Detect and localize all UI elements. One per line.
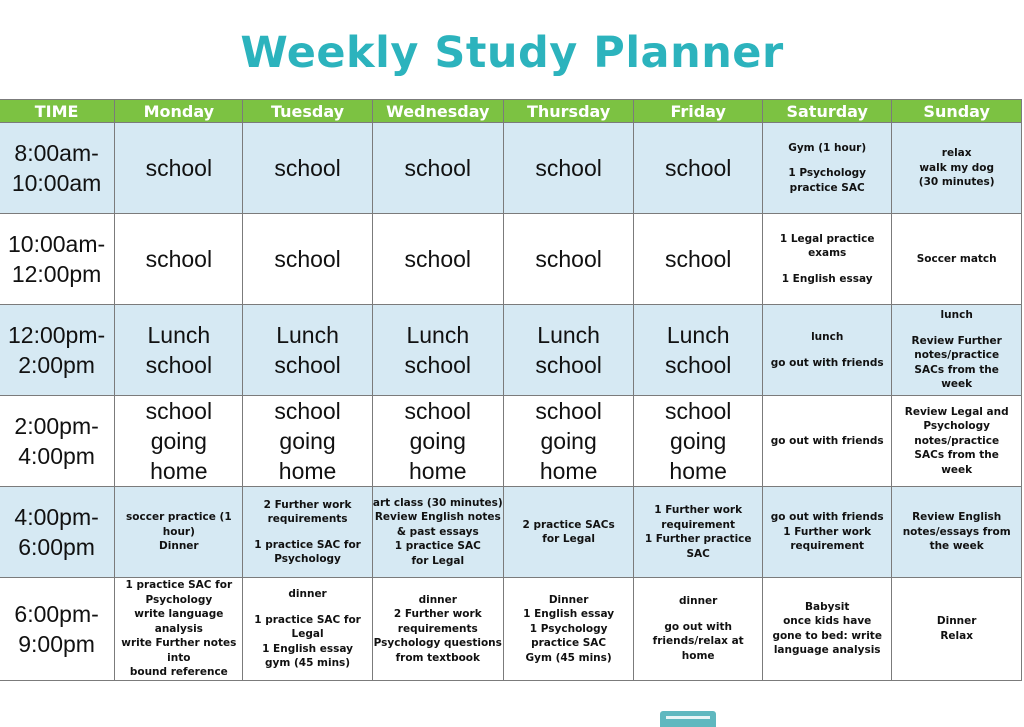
- cell-saturday: [763, 123, 892, 214]
- cell-sunday: [892, 578, 1022, 681]
- cell-thursday: [503, 123, 633, 214]
- time-cell: [0, 214, 115, 305]
- spacer: [763, 345, 891, 356]
- cell-tuesday: [243, 396, 372, 487]
- spacer: [243, 527, 371, 538]
- header-monday: Monday: [115, 100, 243, 123]
- cell-line: analysis: [154, 622, 203, 635]
- cell-line: gym (45 mins): [265, 657, 351, 669]
- cell-monday: [115, 396, 243, 487]
- cell-line: Dinner: [159, 540, 199, 553]
- time-line: 9:00pm: [18, 630, 95, 657]
- cell-line: going: [409, 428, 466, 454]
- cell-line: Gym (1 hour): [788, 141, 867, 154]
- study-planner-table: [0, 99, 1022, 681]
- cell-line: requirements: [267, 513, 348, 525]
- cell-monday: [115, 123, 243, 214]
- cell-line: school: [404, 246, 472, 272]
- cell-line: school: [145, 352, 213, 378]
- cell-line: requirements: [397, 622, 478, 635]
- cell-line: exams: [808, 247, 847, 260]
- cell-line: Soccer match: [916, 252, 997, 265]
- cell-line: practice SAC: [789, 181, 865, 194]
- cell-line: 1 English essay: [523, 608, 615, 620]
- cell-line: 1 English essay: [781, 272, 873, 285]
- cell-line: Lunch: [666, 322, 730, 348]
- cell-line: school: [535, 398, 602, 424]
- cell-line: Relax: [940, 629, 973, 642]
- planner-row: [0, 487, 1022, 578]
- cell-line: notes/practice: [914, 434, 1000, 447]
- cell-wednesday: [372, 123, 503, 214]
- cell-line: from textbook: [395, 651, 480, 664]
- cell-line: for Legal: [411, 554, 465, 567]
- spacer: [243, 602, 371, 613]
- cell-sunday: [892, 487, 1022, 578]
- cell-wednesday: [372, 487, 503, 578]
- cell-line: & past essays: [396, 525, 479, 538]
- cell-line: Review Legal and: [904, 405, 1009, 418]
- cell-tuesday: [243, 214, 372, 305]
- cell-friday: [634, 396, 763, 487]
- header-tuesday: Tuesday: [243, 100, 372, 123]
- cell-line: soccer practice (1: [126, 511, 232, 524]
- cell-line: Gym (45 mins): [525, 651, 612, 664]
- cell-line: 1 Further practice: [644, 533, 752, 545]
- cell-line: Dinner: [548, 593, 589, 606]
- cell-line: week: [941, 463, 973, 476]
- time-line: 6:00pm: [18, 534, 95, 560]
- header-saturday: Saturday: [763, 100, 892, 123]
- cell-line: 1 English essay: [262, 642, 354, 655]
- cell-line: language analysis: [773, 644, 881, 657]
- cell-tuesday: [243, 305, 372, 396]
- cell-line: lunch: [940, 309, 973, 322]
- cell-line: notes/practice: [914, 349, 1000, 362]
- cell-line: gone to bed: write: [772, 629, 882, 642]
- cell-tuesday: [243, 578, 372, 681]
- bottom-device-icon: [660, 711, 716, 727]
- cell-line: notes/essays from: [902, 525, 1011, 538]
- cell-line: school: [274, 155, 341, 181]
- cell-sunday: [892, 214, 1022, 305]
- cell-line: 2 Further work: [263, 498, 352, 511]
- cell-line: the week: [929, 540, 984, 553]
- cell-line: school: [664, 246, 732, 272]
- cell-line: (30 minutes): [918, 176, 995, 189]
- cell-line: school: [664, 352, 732, 378]
- cell-line: Psychology: [923, 420, 991, 433]
- cell-line: 2 Further work: [393, 608, 482, 620]
- cell-wednesday: [372, 396, 503, 487]
- cell-line: dinner: [678, 595, 718, 608]
- cell-line: home: [681, 649, 715, 662]
- cell-monday: [115, 305, 243, 396]
- header-thursday: Thursday: [503, 100, 633, 123]
- cell-friday: [634, 487, 763, 578]
- cell-line: art class (30 minutes): [372, 496, 503, 509]
- cell-line: school: [535, 155, 602, 181]
- cell-line: lunch: [811, 331, 844, 343]
- cell-line: Review English: [912, 511, 1002, 524]
- cell-line: SACs from the: [914, 449, 999, 462]
- time-cell: [0, 578, 115, 681]
- cell-line: Psychology: [145, 593, 213, 606]
- time-cell: [0, 396, 115, 487]
- spacer: [892, 323, 1021, 334]
- cell-thursday: [503, 214, 633, 305]
- planner-row: [0, 305, 1022, 396]
- cell-line: school: [664, 155, 732, 181]
- cell-line: Psychology: [274, 553, 341, 565]
- cell-line: 1 practice SAC for: [125, 579, 233, 591]
- cell-line: school: [145, 246, 213, 272]
- cell-line: 1 practice SAC for: [254, 538, 361, 551]
- cell-line: practice SAC: [531, 637, 607, 649]
- time-line: 10:00am-: [8, 231, 106, 257]
- cell-line: walk my dog: [919, 161, 995, 174]
- cell-line: 1 practice SAC: [394, 540, 481, 553]
- cell-line: school: [535, 246, 602, 272]
- time-cell: [0, 305, 115, 396]
- cell-thursday: [503, 578, 633, 681]
- time-line: 2:00pm-: [14, 413, 99, 439]
- cell-line: school: [404, 155, 472, 181]
- cell-friday: [634, 123, 763, 214]
- cell-saturday: [763, 396, 892, 487]
- cell-friday: [634, 305, 763, 396]
- planner-row: [0, 578, 1022, 681]
- cell-line: school: [404, 398, 472, 424]
- cell-line: Dinner: [936, 615, 977, 628]
- cell-tuesday: [243, 487, 372, 578]
- cell-line: Babysit: [805, 600, 850, 613]
- cell-line: 1 practice SAC for: [254, 613, 361, 626]
- cell-saturday: [763, 487, 892, 578]
- cell-line: hour): [162, 525, 195, 538]
- time-line: 12:00pm-: [8, 322, 106, 348]
- cell-line: go out with friends: [770, 356, 884, 369]
- cell-line: going: [150, 428, 207, 454]
- time-line: 10:00am: [11, 170, 102, 196]
- cell-line: school: [145, 155, 213, 181]
- cell-line: SAC: [686, 547, 710, 560]
- cell-monday: [115, 214, 243, 305]
- spacer: [763, 155, 891, 166]
- cell-sunday: [892, 396, 1022, 487]
- page-title: Weekly Study Planner: [240, 28, 784, 78]
- cell-line: school: [664, 398, 732, 424]
- cell-line: 1 Psychology: [788, 167, 867, 180]
- cell-saturday: [763, 578, 892, 681]
- cell-line: Lunch: [147, 322, 211, 348]
- cell-line: SACs from the: [914, 363, 999, 376]
- cell-saturday: [763, 214, 892, 305]
- cell-saturday: [763, 305, 892, 396]
- cell-tuesday: [243, 123, 372, 214]
- cell-line: Review English notes: [374, 511, 501, 524]
- spacer: [634, 609, 762, 620]
- cell-line: week: [941, 378, 973, 391]
- cell-line: home: [278, 458, 337, 484]
- cell-sunday: [892, 305, 1022, 396]
- cell-line: home: [669, 458, 727, 484]
- cell-line: Lunch: [406, 322, 470, 348]
- cell-line: home: [150, 458, 208, 484]
- cell-line: requirement: [661, 518, 736, 531]
- cell-line: going: [670, 428, 727, 454]
- header-sunday: Sunday: [892, 100, 1022, 123]
- cell-line: go out with: [664, 620, 732, 633]
- cell-monday: [115, 487, 243, 578]
- cell-line: Lunch: [537, 322, 600, 348]
- time-line: 2:00pm: [18, 352, 95, 378]
- cell-line: Psychology questions: [373, 637, 502, 649]
- spacer: [763, 261, 891, 272]
- cell-line: write Further notes into: [121, 637, 237, 664]
- cell-line: relax: [941, 147, 972, 160]
- cell-line: school: [274, 352, 341, 378]
- cell-line: bound reference: [129, 666, 228, 678]
- cell-line: go out with friends: [770, 434, 884, 447]
- header-friday: Friday: [634, 100, 763, 123]
- cell-line: requirement: [790, 540, 865, 553]
- cell-line: 1 Further work: [783, 525, 872, 538]
- cell-monday: [115, 578, 243, 681]
- planner-row: [0, 396, 1022, 487]
- cell-thursday: [503, 396, 633, 487]
- cell-line: 1 Psychology: [529, 622, 608, 635]
- cell-line: write language: [134, 608, 224, 620]
- cell-thursday: [503, 305, 633, 396]
- cell-line: for Legal: [542, 533, 595, 545]
- cell-line: go out with friends: [770, 511, 884, 524]
- cell-friday: [634, 578, 763, 681]
- cell-line: dinner: [418, 593, 457, 606]
- cell-line: Review Further: [911, 334, 1002, 347]
- planner-row: [0, 214, 1022, 305]
- cell-line: 1 Further work: [654, 504, 743, 516]
- cell-sunday: [892, 123, 1022, 214]
- header-time: TIME: [0, 100, 115, 123]
- cell-line: home: [539, 458, 598, 484]
- cell-line: Lunch: [276, 322, 339, 348]
- cell-line: 2 practice SACs: [522, 518, 615, 531]
- cell-thursday: [503, 487, 633, 578]
- cell-line: friends/relax at: [652, 635, 744, 648]
- time-line: 4:00pm-: [14, 504, 99, 530]
- time-cell: [0, 487, 115, 578]
- cell-line: Legal: [291, 628, 324, 640]
- cell-line: school: [274, 246, 341, 272]
- planner-row: [0, 123, 1022, 214]
- cell-line: going: [540, 428, 597, 454]
- cell-line: school: [274, 398, 341, 424]
- cell-line: once kids have: [783, 615, 872, 628]
- time-line: 8:00am-: [14, 140, 99, 166]
- time-line: 12:00pm: [11, 261, 102, 287]
- cell-line: 1 Legal practice: [779, 232, 875, 245]
- time-line: 6:00pm-: [14, 600, 99, 627]
- cell-wednesday: [372, 578, 503, 681]
- time-line: 4:00pm: [18, 443, 95, 469]
- cell-line: going: [279, 428, 336, 454]
- cell-friday: [634, 214, 763, 305]
- header-row: [0, 100, 1022, 123]
- cell-line: school: [145, 398, 213, 424]
- cell-wednesday: [372, 214, 503, 305]
- cell-line: school: [404, 352, 472, 378]
- cell-line: home: [409, 458, 467, 484]
- cell-line: dinner: [288, 588, 327, 600]
- header-wednesday: Wednesday: [372, 100, 503, 123]
- cell-line: school: [535, 352, 602, 378]
- time-cell: [0, 123, 115, 214]
- cell-wednesday: [372, 305, 503, 396]
